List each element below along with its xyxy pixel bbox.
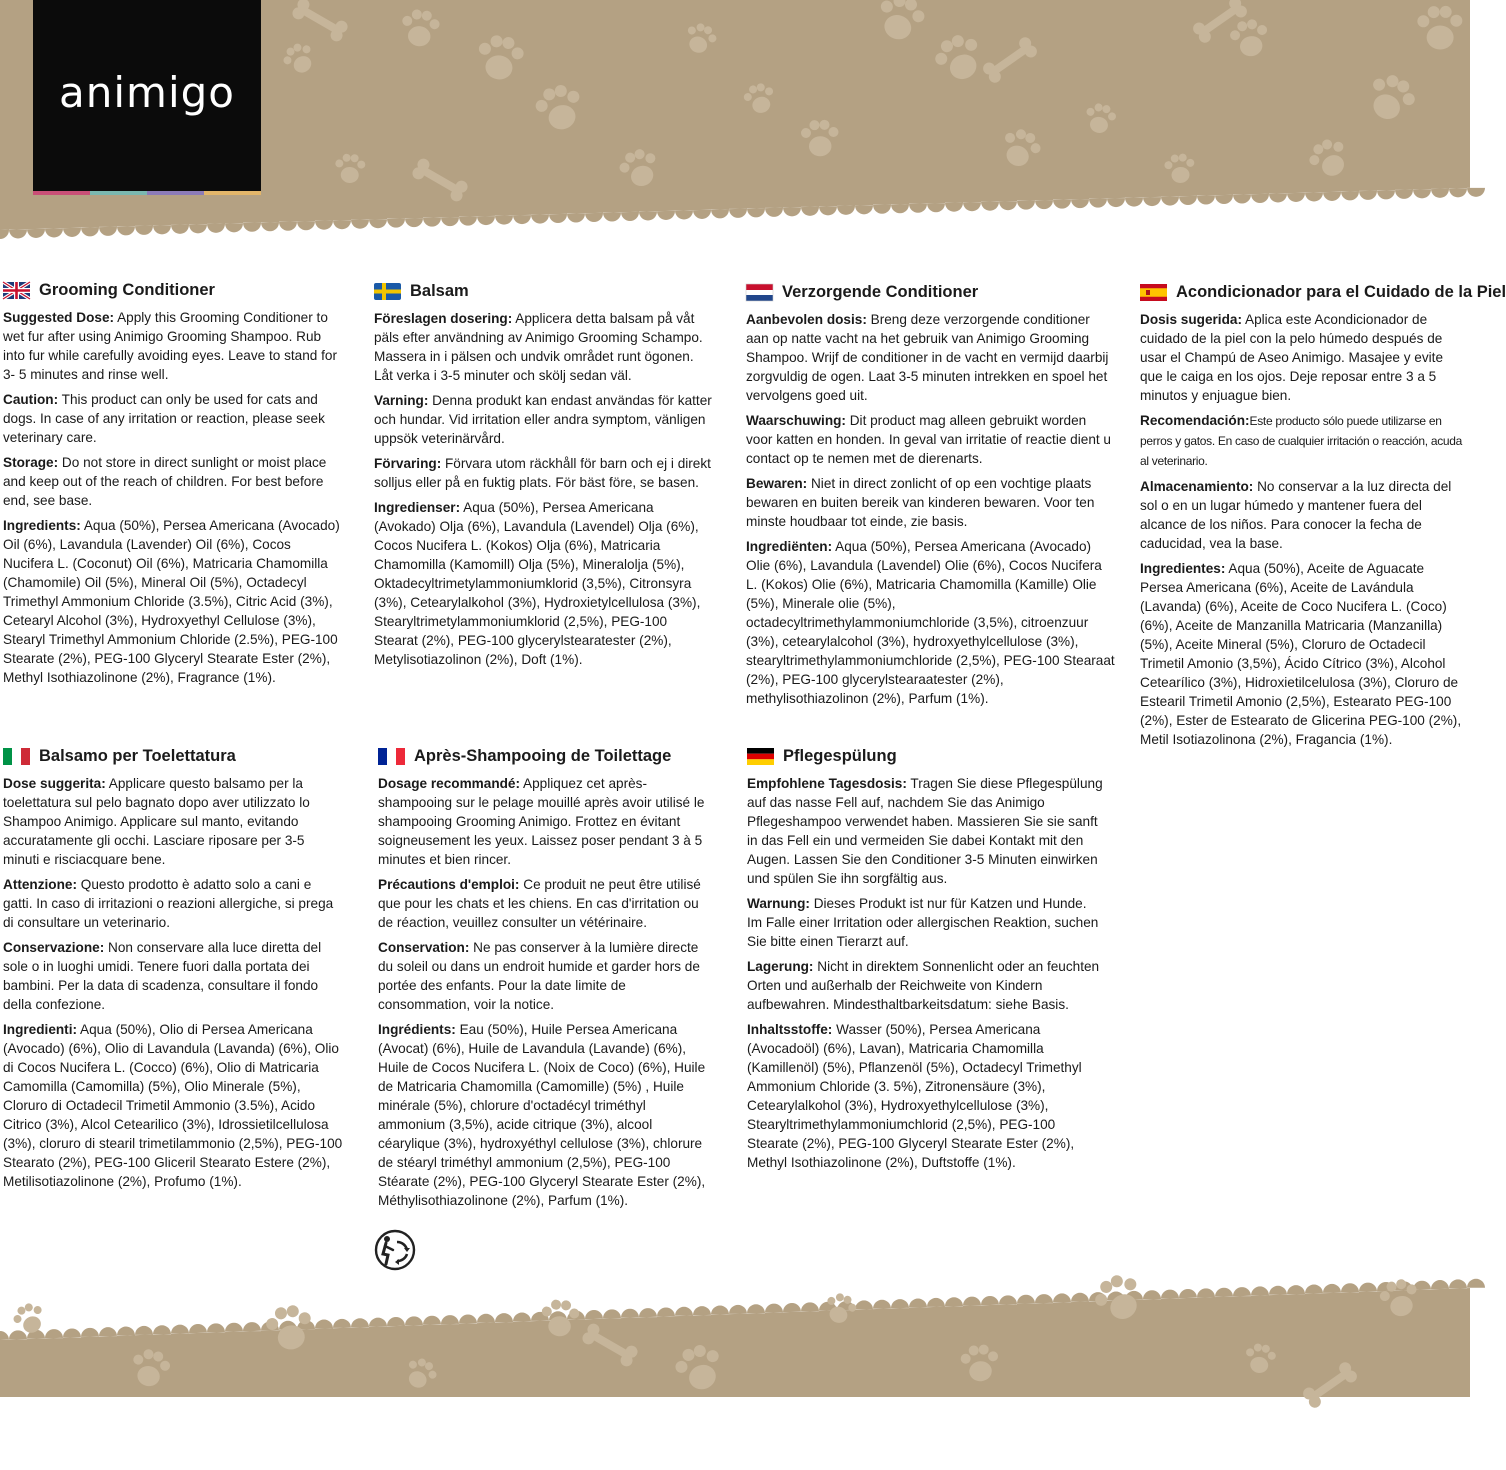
section-en — [3, 281, 343, 693]
section-paragraph — [746, 474, 1116, 531]
paragraph-text: Niet in direct zonlicht of op een vochtige plaats bewaren en buiten bereik van kinderen bewaren. Voor ten minste houdbaar tot einde, zie basis. — [746, 476, 1095, 529]
section-paragraph — [3, 938, 343, 1014]
paragraph-text: Aqua (50%), Persea Americana (Avokado) Olja (6%), Lavandula (Lavendel) Olja (6%), Cocos Nucifera L. (Kokos) Olja (6%), Matricaria Chamomilla (Kamomill) Olja (5%), Mineralolja (5%), Oktadecyltrimetylammoniumklorid (3,5%), Citronsyra (3%), Cetearylalkohol (3%), Hydroxietylcellulosa (3%), Stearyltrimetylammoniumklorid (2,5%), PEG-100 Stearat (2%), PEG-100 glycerylstearatester (2%), Metylisotiazolinon (2%), Doft (1%). — [374, 500, 701, 667]
section-paragraph — [3, 390, 343, 447]
paragraph-label: Föreslagen dosering: — [374, 311, 513, 326]
paragraph-text: Non conservare alla luce diretta del sole o in luoghi umidi. Tenere fuori dalla portata dei bambini. Per la data di scadenza, consultare il fondo della confezione. — [3, 940, 322, 1012]
paragraph-text: Do not store in direct sunlight or moist place and keep out of the reach of children. For best before end, see base. — [3, 455, 327, 508]
spain-flag-icon — [1140, 284, 1167, 301]
paragraph-text: This product can only be used for cats and dogs. In case of any irritation or reaction, please seek veterinary care. — [3, 392, 325, 445]
paragraph-text: Ce produit ne peut être utilisé que pour les chats et les chiens. En cas d'irritation ou de réaction, veuillez consulter un vétérinaire. — [378, 877, 701, 930]
paragraph-label: Précautions d'emploi: — [378, 877, 520, 892]
section-paragraph — [747, 774, 1103, 888]
paragraph-label: Recomendación: — [1140, 413, 1250, 428]
section-paragraph — [374, 454, 714, 492]
paragraph-text: Ne pas conserver à la lumière directe du soleil ou dans un endroit humide et garder hors de portée des enfants. Pour la date limite de consommation, voir la notice. — [378, 940, 700, 1012]
paragraph-label: Lagerung: — [747, 959, 814, 974]
section-paragraph — [1140, 310, 1468, 405]
paragraph-label: Dosis sugerida: — [1140, 312, 1242, 327]
section-paragraph — [3, 453, 343, 510]
section-paragraph — [747, 1020, 1103, 1172]
paragraph-text: Aqua (50%), Persea Americana (Avocado) Oil (6%), Lavandula (Lavender) Oil (6%), Cocos Nucifera L. (Coconut) Oil (6%), Matricaria Chamomilla (Chamomile) Oil (5%), Mineral Oil (5%), Octadecyl Trimethyl Ammonium Chloride (3.5%), Citric Acid (3%), Cetearyl Alcohol (3%), Hydroxyethyl Cellulose (3%), Stearyl Trimethyl Ammonium Chloride (2.5%), PEG-100 Stearate (2%), PEG-100 Glyceryl Stearate Ester (2%), Methyl Isothiazolinone (2%), Fragrance (1%). — [3, 518, 340, 685]
paragraph-label: Waarschuwing: — [746, 413, 846, 428]
paragraph-text: Applicera detta balsam på våt päls efter användning av Animigo Grooming Schampo. Massera in i pälsen och undvik området runt ögonen. Låt verka i 3-5 minuter och skölj sedan väl. — [374, 311, 703, 383]
paragraph-label: Förvaring: — [374, 456, 442, 471]
recycle-icon — [373, 1228, 417, 1272]
paragraph-text: Denna produkt kan endast användas för katter och hundar. Vid irritation eller andra symptom, vänligen uppsök veterinärvård. — [374, 393, 712, 446]
paragraph-text: Appliquez cet après-shampooing sur le pelage mouillé après avoir utilisé le shampooing Grooming Animigo. Frottez en évitant soigneusement les yeux. Laissez poser pendant 3 à 5 minutes et bien rincer. — [378, 776, 705, 867]
paragraph-text: Eau (50%), Huile Persea Americana (Avocat) (6%), Huile de Lavandula (Lavande) (6%), Huile de Cocos Nucifera L. (Noix de Coco) (6%), Huile de Matricaria Chamomilla (Camomille) (5%) , Huile minérale (5%), chlorure d'octadécyl triméthyl ammonium (3,5%), acide citrique (3%), alcool céarylique (3%), hydroxyéthyl cellulose (3%), chlorure de stéaryl triméthyl ammonium (2,5%), PEG-100 Stéarate (2%), PEG-100 Glyceryl Stearate Ester (2%), Méthylisothiazolinone (2%), Parfum (1%). — [378, 1022, 706, 1208]
section-title: Pflegespülung — [783, 747, 897, 765]
brand-logo — [33, 0, 261, 195]
logo-color-stripe — [33, 191, 261, 195]
paragraph-label: Almacenamiento: — [1140, 479, 1254, 494]
section-paragraph — [3, 516, 343, 687]
section-paragraph — [3, 875, 343, 932]
section-sv — [374, 282, 714, 675]
france-flag-icon — [378, 748, 405, 765]
paragraph-text: Aqua (50%), Persea Americana (Avocado) Olie (6%), Lavandula (Lavendel) Olie (6%), Cocos Nucifera L. (Kokos) Olie (6%), Matricaria Chamomilla (Kamille) Olie (5%), Minerale olie (5%), octadecyltrimethylammoniumchloride (3,5%), citroenzuur (3%), cetearylalcohol (3%), hydroxyethylcellulose (3%), stearyltrimethylammoniumchloride (2,5%), PEG-100 Stearaat (2%), PEG-100 glycerylstearaatester (2%), methylisothiazolinon (2%), Parfum (1%). — [746, 539, 1115, 706]
section-nl — [746, 283, 1116, 714]
section-fr — [378, 747, 712, 1216]
paragraph-text: Aqua (50%), Olio di Persea Americana (Avocado) (6%), Olio di Lavandula (Lavanda) (6%), Olio di Cocos Nucifera L. (Cocco) (6%), Olio di Matricaria Camomilla (Camomilla) (5%), Olio Minerale (5%), Cloruro di Octadecil Trimetil Ammonio (3.5%), Acido Citrico (3%), Alcol Cetearilico (3%), Idrossietilcellulosa (3%), cloruro di stearil trimetilammonio (2,5%), PEG-100 Stearato (2%), PEG-100 Gliceril Stearato Estere (2%), Metilisotiazolinone (2%), Profumo (1%). — [3, 1022, 343, 1189]
section-title: Après-Shampooing de Toilettage — [414, 747, 672, 765]
section-paragraph — [1140, 477, 1468, 553]
italy-flag-icon — [3, 748, 30, 765]
section-paragraph — [3, 774, 343, 869]
paragraph-label: Aanbevolen dosis: — [746, 312, 867, 327]
section-title: Balsamo per Toelettatura — [39, 747, 236, 765]
section-paragraph — [374, 309, 714, 385]
paragraph-label: Dose suggerita: — [3, 776, 106, 791]
paragraph-label: Warnung: — [747, 896, 810, 911]
section-it — [3, 747, 343, 1197]
section-de — [747, 747, 1103, 1178]
germany-flag-icon — [747, 748, 774, 765]
section-title: Verzorgende Conditioner — [782, 283, 979, 301]
paragraph-label: Caution: — [3, 392, 59, 407]
paragraph-label: Bewaren: — [746, 476, 808, 491]
section-paragraph — [3, 308, 343, 384]
paragraph-text: Questo prodotto è adatto solo a cani e gatti. In caso di irritazioni o reazioni allergiche, si prega di consultare un veterinario. — [3, 877, 334, 930]
paragraph-label: Ingredientes: — [1140, 561, 1226, 576]
section-paragraph — [1140, 411, 1468, 471]
logo-wordmark: animigo — [59, 68, 235, 117]
section-paragraph — [747, 894, 1103, 951]
section-title: Grooming Conditioner — [39, 281, 215, 299]
section-paragraph — [746, 537, 1116, 708]
section-paragraph — [1140, 559, 1468, 749]
netherlands-flag-icon — [746, 284, 773, 301]
section-paragraph — [374, 391, 714, 448]
paragraph-text: Tragen Sie diese Pflegespülung auf das nasse Fell auf, nachdem Sie das Animigo Pflegeshampoo verwendet haben. Massieren Sie sie sanft in das Fell ein und vermeiden Sie dabei Kontakt mit den Augen. Lassen Sie den Conditioner 3-5 Minuten einwirken und spülen Sie ihn sorgfältig aus. — [747, 776, 1103, 886]
section-paragraph — [378, 938, 712, 1014]
paragraph-text: Wasser (50%), Persea Americana (Avocadoöl) (6%), Lavan), Matricaria Chamomilla (Kamillenöl) (5%), Pflanzenöl (5%), Octadecyl Trimethyl Ammonium Chloride (3. 5%), Zitronensäure (3%), Cetearylalkohol (3%), Hydroxyethylcellulose (3%), Stearyltrimethylammoniumchlorid (2,5%), PEG-100 Stearate (2%), PEG-100 Glyceryl Stearate Ester (2%), Methyl Isothiazolinone (2%), Duftstoffe (1%). — [747, 1022, 1082, 1170]
paragraph-label: Varning: — [374, 393, 429, 408]
section-paragraph — [378, 1020, 712, 1210]
paragraph-text: Dit product mag alleen gebruikt worden voor katten en honden. In geval van irritatie of reactie dient u contact op te nemen met de dierenarts. — [746, 413, 1111, 466]
paragraph-text: Förvara utom räckhåll för barn och ej i direkt solljus eller på en fuktig plats. För bäst före, se basen. — [374, 456, 711, 490]
section-paragraph — [746, 310, 1116, 405]
section-paragraph — [378, 774, 712, 869]
section-paragraph — [3, 1020, 343, 1191]
sweden-flag-icon — [374, 283, 401, 300]
paragraph-label: Ingredienti: — [3, 1022, 78, 1037]
paragraph-label: Conservation: — [378, 940, 470, 955]
paragraph-text: Applicare questo balsamo per la toelettatura sul pelo bagnato dopo aver utilizzato lo Shampoo Animigo. Applicare sul manto, evitando accuratamente gli occhi. Lasciare riposare per 3-5 minuti e risciacquare bene. — [3, 776, 310, 867]
paragraph-text: Este producto sólo puede utilizarse en perros y gatos. En caso de cualquier irritación o reacción, acuda al veterinario. — [1140, 414, 1463, 468]
paragraph-text: Aplica este Acondicionador de cuidado de la piel con la pelo húmedo después de usar el Champú de Aseo Animigo. Masajee y evite que le caiga en los ojos. Deje reposar entre 3 a 5 minutos y enjuague bien. — [1140, 312, 1444, 403]
section-paragraph — [378, 875, 712, 932]
paragraph-label: Inhaltsstoffe: — [747, 1022, 833, 1037]
paragraph-text: Breng deze verzorgende conditioner aan op natte vacht na het gebruik van Animigo Grooming Shampoo. Wrijf de conditioner in de vacht en vermijd daarbij zorgvuldig de ogen. Laat 3-5 minuten intrekken en spoel het vervolgens goed uit. — [746, 312, 1109, 403]
paragraph-label: Ingrédients: — [378, 1022, 456, 1037]
paragraph-text: Apply this Grooming Conditioner to wet fur after using Animigo Grooming Shampoo. Rub into fur while carefully avoiding eyes. Leave to stand for 3- 5 minutes and rinse well. — [3, 310, 337, 382]
paragraph-label: Ingredienser: — [374, 500, 461, 515]
section-paragraph — [747, 957, 1103, 1014]
paragraph-label: Dosage recommandé: — [378, 776, 521, 791]
section-es — [1140, 283, 1506, 755]
paragraph-text: Dieses Produkt ist nur für Katzen und Hunde. Im Falle einer Irritation oder allergischen Reaktion, suchen Sie bitte einen Tierarzt auf. — [747, 896, 1099, 949]
paragraph-label: Attenzione: — [3, 877, 78, 892]
section-title: Balsam — [410, 282, 469, 300]
paragraph-label: Storage: — [3, 455, 59, 470]
paragraph-label: Ingredients: — [3, 518, 81, 533]
paragraph-label: Ingrediënten: — [746, 539, 833, 554]
paragraph-text: Nicht in direktem Sonnenlicht oder an feuchten Orten und außerhalb der Reichweite von Kindern aufbewahren. Mindesthaltbarkeitsdatum: siehe Basis. — [747, 959, 1100, 1012]
section-paragraph — [374, 498, 714, 669]
paragraph-label: Suggested Dose: — [3, 310, 115, 325]
section-paragraph — [746, 411, 1116, 468]
paragraph-label: Conservazione: — [3, 940, 105, 955]
uk-flag-icon — [3, 282, 30, 299]
section-title: Acondicionador para el Cuidado de la Piel — [1176, 283, 1506, 301]
paragraph-text: No conservar a la luz directa del sol o en un lugar húmedo y mantener fuera del alcance de los niños. Para conocer la fecha de caducidad, vea la base. — [1140, 479, 1452, 551]
paragraph-label: Empfohlene Tagesdosis: — [747, 776, 907, 791]
paragraph-text: Aqua (50%), Aceite de Aguacate Persea Americana (6%), Aceite de Lavándula (Lavanda) (6%), Aceite de Coco Nucifera L. (Coco) (6%), Aceite de Manzanilla Matricaria (Manzanilla) (5%), Aceite Mineral (5%), Cloruro de Octadecil Trimetil Amonio (3,5%), Ácido Cítrico (3%), Alcohol Cetearílico (3%), Hidroxietilcelulosa (3%), Cloruro de Estearil Trimetil Amonio (2,5%), Estearato PEG-100 (2%), Ester de Estearato de Glicerina PEG-100 (2%), Metil Isotiazolinona (2%), Fragancia (1%). — [1140, 561, 1462, 747]
